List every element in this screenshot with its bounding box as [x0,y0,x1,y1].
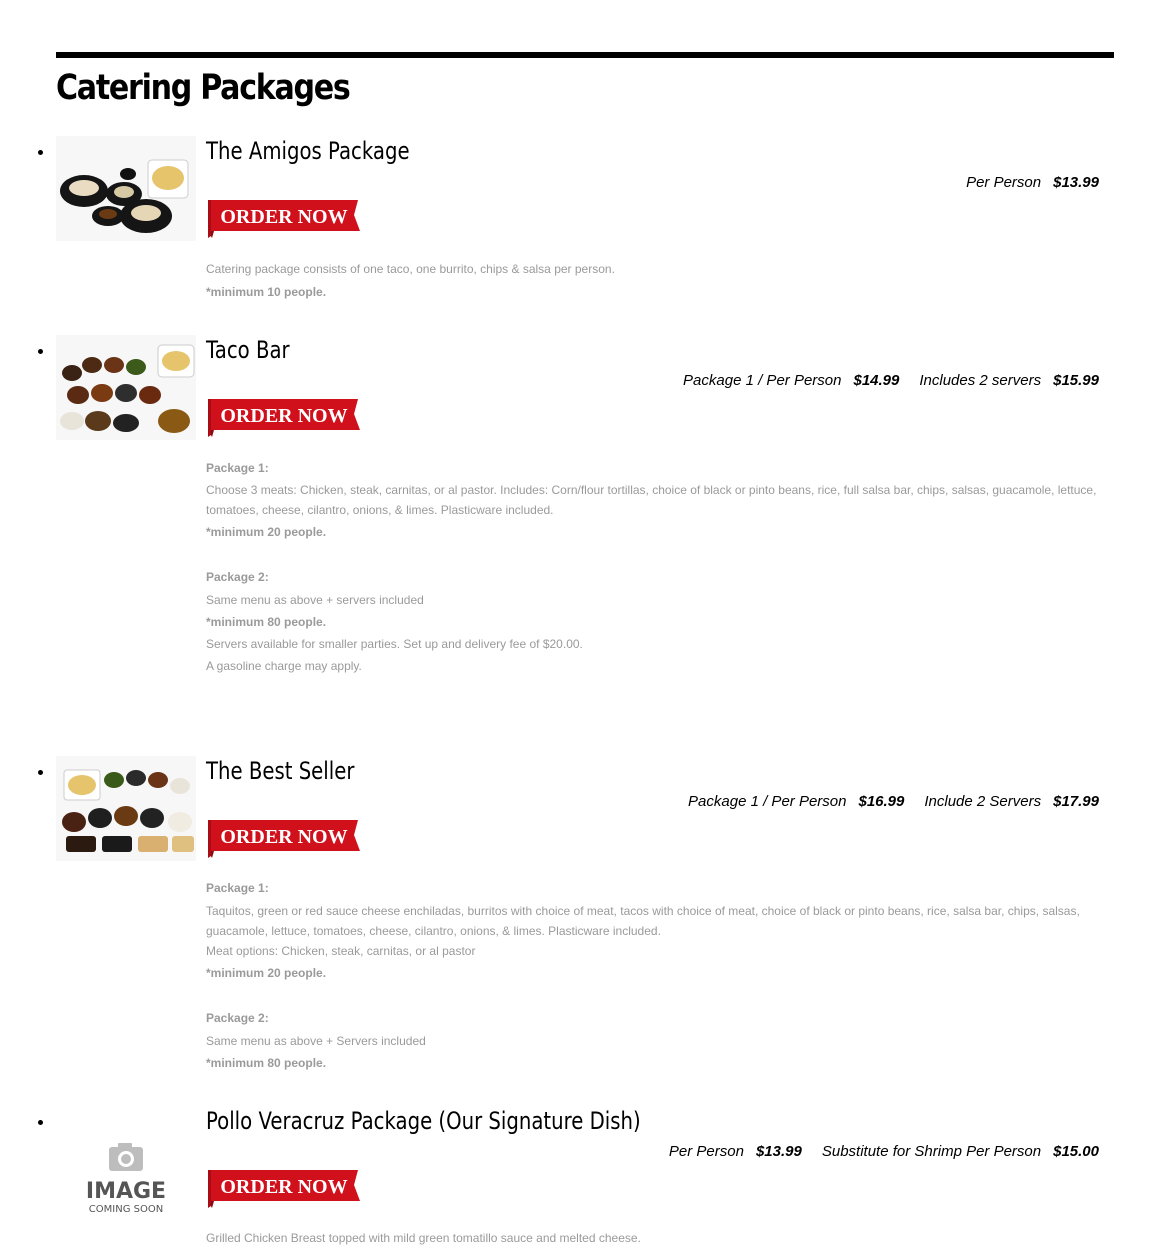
price-amount: $13.99 [755,1143,802,1160]
list-bullet [38,1120,43,1125]
price-label: Per Person [668,1143,744,1160]
price-row [667,372,1099,389]
camera-icon [109,1143,143,1171]
list-bullet [38,770,43,775]
price-label: Substitute for Shrimp Per Person [821,1143,1042,1160]
order-now-label: ORDER NOW [220,206,348,228]
price-label: Package 1 / Per Person [688,793,847,810]
best-seller-photo [56,756,196,861]
price-amount: $15.00 [1053,1143,1099,1160]
price-amount: $14.99 [853,372,900,389]
desc-minimum: *minimum 20 people. [206,525,327,539]
taco-bar-photo [56,335,196,440]
order-now-button[interactable] [208,198,360,238]
price-row [672,793,1099,810]
desc-minimum: *minimum 80 people. [206,615,327,629]
package-description [206,1228,1106,1248]
top-divider [56,52,1114,58]
amigos-package-photo [56,136,196,241]
price-row [950,174,1099,191]
order-now-label: ORDER NOW [220,1176,348,1198]
desc-line: Taquitos, green or red sauce cheese enchiladas, burritos with choice of meat, tacos with choice of meat, choice of black or pinto beans, rice, salsa bar, chips, salsas, guacamole, lettuce, tomatoes, cheese, cilantro, onions, & limes. Plasticware included. [206,904,1080,938]
desc-heading: Package 2: [206,1011,269,1025]
desc-line: A gasoline charge may apply. [206,659,362,673]
desc-line: Choose 3 meats: Chicken, steak, carnitas, or al pastor. Includes: Corn/flour tortillas, choice of black or pinto beans, rice, full salsa bar, chips, salsas, guacamole, lettuce, tomatoes, cheese, cilantro, onions, & limes. Plasticware included. [206,483,1097,517]
desc-line: Same menu as above + servers included [206,593,424,607]
desc-line: Servers available for smaller parties. Set up and delivery fee of $20.00. [206,637,583,651]
price-label: Include 2 Servers [924,793,1042,810]
price-amount: $16.99 [858,793,905,810]
order-now-button[interactable] [208,397,360,437]
package-description [206,259,1106,302]
image-coming-soon-placeholder [56,1126,196,1226]
catering-page [56,52,1114,110]
desc-heading: Package 1: [206,881,269,895]
order-now-button[interactable] [208,818,360,858]
desc-minimum: *minimum 80 people. [206,1056,327,1070]
order-now-label: ORDER NOW [220,826,348,848]
list-bullet [38,150,43,155]
price-label: Package 1 / Per Person [683,372,842,389]
package-name: Pollo Veracruz Package (Our Signature Dish) [206,1107,641,1135]
desc-line: Grilled Chicken Breast topped with mild green tomatillo sauce and melted cheese. [206,1231,641,1245]
package-name: The Amigos Package [206,137,410,165]
desc-minimum: *minimum 20 people. [206,966,327,980]
list-bullet [38,349,43,354]
package-name: Taco Bar [206,336,290,364]
price-row [653,1143,1099,1160]
package-name: The Best Seller [206,757,355,785]
placeholder-text: IMAGE [85,1179,167,1204]
desc-line: Meat options: Chicken, steak, carnitas, or al pastor [206,944,476,958]
placeholder-subtext: COMING SOON [88,1204,164,1215]
order-now-button[interactable] [208,1168,360,1208]
price-amount: $17.99 [1053,793,1099,810]
desc-heading: Package 2: [206,570,269,584]
desc-line: Same menu as above + Servers included [206,1034,426,1048]
package-description [206,878,1106,1073]
price-amount: $15.99 [1053,372,1099,389]
desc-line: Catering package consists of one taco, one burrito, chips & salsa per person. [206,262,615,276]
page-title: Catering Packages [56,68,350,108]
price-label: Per Person [966,174,1042,191]
price-label: Includes 2 servers [919,372,1042,389]
desc-minimum: *minimum 10 people. [206,285,327,299]
price-amount: $13.99 [1053,174,1099,191]
package-description [206,458,1106,676]
desc-heading: Package 1: [206,461,269,475]
order-now-label: ORDER NOW [220,405,348,427]
